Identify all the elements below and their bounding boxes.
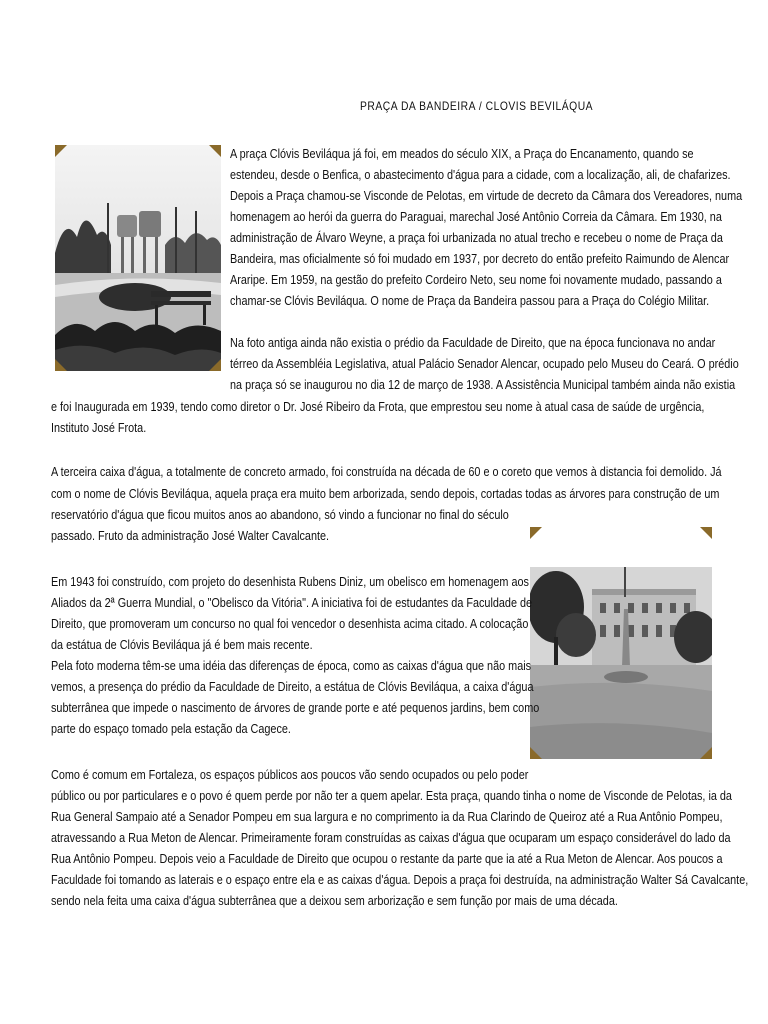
text-line: passado. Fruto da administração José Walter Cavalcante. — [51, 529, 330, 543]
text-line: Instituto José Frota. — [51, 421, 147, 435]
text-line: homenagem ao herói da guerra do Paraguai, marechal José Antônio Correia da Câmara. Em 1930, na — [230, 210, 722, 224]
text-line: Depois a Praça chamou-se Visconde de Pelotas, em virtude de decreto da Câmara dos Vereadores, numa — [230, 189, 743, 203]
text-line: administração de Álvaro Weyne, a praça foi urbanizada no atual trecho e recebeu o nome de Praça da — [230, 231, 723, 245]
text-line: Direito, que promoveram um concurso no qual foi vencedor o desenhista acima citado. A colocação — [51, 617, 529, 631]
text-line: Como é comum em Fortaleza, os espaços públicos aos poucos vão sendo ocupados ou pelo poder — [51, 768, 529, 782]
text-line: e foi Inaugurada em 1939, tendo como diretor o Dr. José Ribeiro da Frota, que emprestou seu nome à atual casa de saúde de urgência, — [51, 400, 705, 414]
text-line: A praça Clóvis Beviláqua já foi, em meados do século XIX, a Praça do Encanamento, quando se — [230, 147, 694, 161]
text-line: Pela foto moderna têm-se uma idéia das diferenças de época, como as caixas d'água que não mais — [51, 659, 532, 673]
text-line: Em 1943 foi construído, com projeto do desenhista Rubens Diniz, um obelisco em homenagem aos — [51, 575, 529, 589]
text-line: com o nome de Clóvis Beviláqua, aquela praça era muito bem arborizada, sendo depois, cortadas todas as árvores para construção de um — [51, 487, 720, 501]
text-line: na praça só se inaugurou no dia 12 de março de 1938. A Assistência Municipal também ainda não existia — [230, 378, 736, 392]
text-line: sendo nela feita uma caixa d'água subterrânea que a deixou sem arborização e sem função por mais de uma década. — [51, 894, 618, 908]
text-line: Bandeira, mas oficialmente só foi mudado em 1937, por decreto do então prefeito Raimundo de Alencar — [230, 252, 730, 266]
text-line: Rua General Sampaio até a Senador Pompeu em sua largura e no comprimento ia da Rua Clarindo de Queiroz até a Rua Antônio Pompeu, — [51, 810, 723, 824]
text-line: reservatório d'água que ficou muitos anos ao abandono, só vindo a funcionar no final do século — [51, 508, 509, 522]
text-line: chamar-se Clóvis Beviláqua. O nome de Praça da Bandeira passou para a Praça do Colégio Militar. — [230, 294, 710, 308]
text-line: subterrânea que impede o nascimento de árvores de grande porte e até pequenos jardins, bem como — [51, 701, 540, 715]
text-line: Rua Antônio Pompeu. Depois veio a Faculdade de Direito que ocupou o restante da parte que ia até a Rua Meton de Alencar. Aos poucos a — [51, 852, 723, 866]
text-line: Araripe. Em 1959, na gestão do prefeito Cordeiro Neto, seu nome foi novamente mudado, passando a — [230, 273, 722, 287]
text-line: público ou por particulares e o povo é quem perde por não ter a quem apelar. Esta praça, quando tinha o nome de Visconde de Pelotas, ia da — [51, 789, 732, 803]
modern-square-image — [530, 527, 712, 759]
old-square-image — [55, 145, 221, 371]
text-line: térreo da Assembléia Legislativa, atual Palácio Senador Alencar, ocupado pelo Museu do Ceará. O prédio — [230, 357, 739, 371]
text-line: parte do espaço tomado pela estação da Cagece. — [51, 722, 291, 736]
modern-square-photo — [530, 527, 712, 759]
old-square-photo — [55, 145, 221, 371]
text-line: da estátua de Clóvis Beviláqua já é bem mais recente. — [51, 638, 313, 652]
text-line: Aliados da 2ª Guerra Mundial, o "Obelisco da Vitória". A iniciativa foi de estudantes da Faculdade de — [51, 596, 533, 610]
text-line: Faculdade foi tomando as laterais e o espaço entre ela e as caixas d'água. Depois a praça foi destruída, na administração Walter Sá Cavalcante, — [51, 873, 749, 887]
text-line: atravessando a Rua Meton de Alencar. Primeiramente foram construídas as caixas d'água que ocuparam um espaço considerável do lado da — [51, 831, 731, 845]
text-line: A terceira caixa d'água, a totalmente de concreto armado, foi construída na década de 60 e o coreto que vemos à distancia foi demolido. Já — [51, 465, 722, 479]
page-title: PRAÇA DA BANDEIRA / CLOVIS BEVILÁQUA — [360, 99, 594, 113]
text-line: vemos, a presença do prédio da Faculdade de Direito, a estátua de Clóvis Beviláqua, a caixa d'água — [51, 680, 534, 694]
text-line: Na foto antiga ainda não existia o prédio da Faculdade de Direito, que na época funcionava no andar — [230, 336, 716, 350]
text-line: estendeu, desde o Benfica, o abastecimento d'água para a cidade, com a localização, ali, de chafarizes. — [230, 168, 731, 182]
